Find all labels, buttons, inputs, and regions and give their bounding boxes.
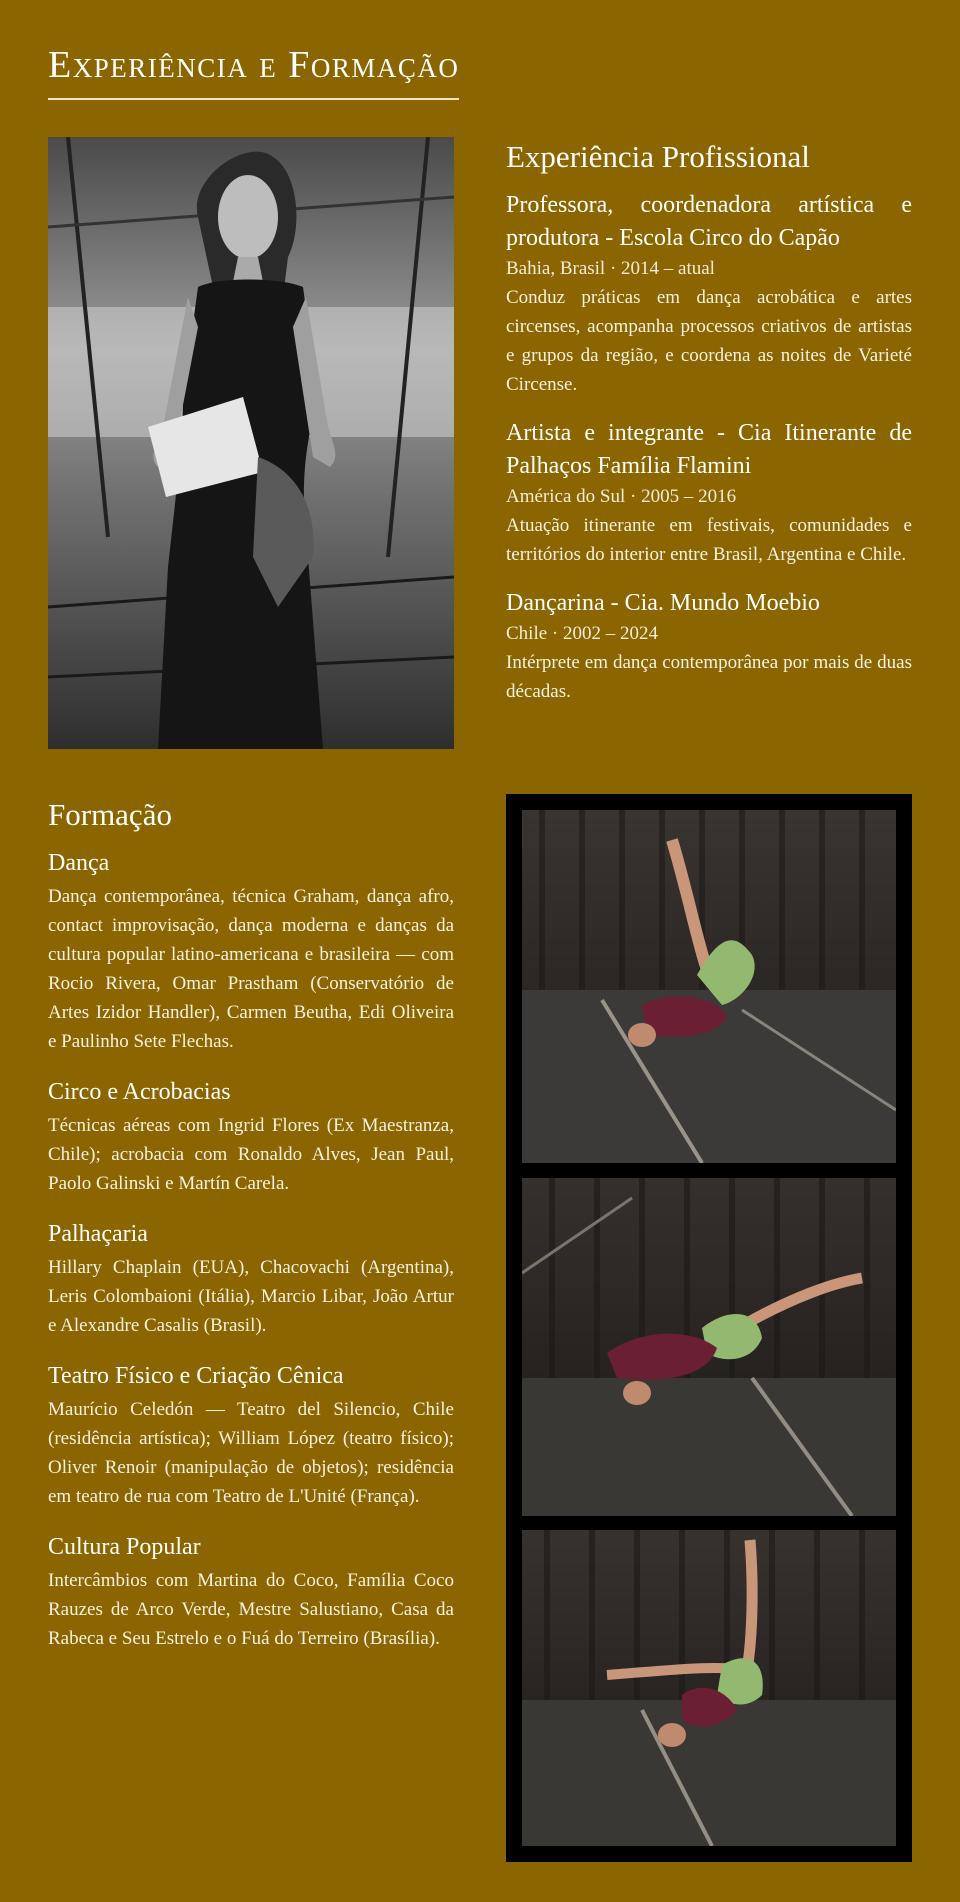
experience-section	[506, 137, 912, 724]
job-title: Professora, coordenadora artística e produtora - Escola Circo do Capão	[506, 192, 912, 251]
job-description: Atuação itinerante em festivais, comunidades e territórios do interior entre Brasil, Argentina e Chile.	[506, 515, 912, 565]
dancer-photo-icon	[522, 1178, 896, 1516]
job-entry	[506, 587, 912, 706]
job-title: Dançarina - Cia. Mundo Moebio	[506, 590, 820, 616]
dancer-photo-icon	[522, 810, 896, 1163]
education-title: Circo e Acrobacias	[48, 1079, 231, 1105]
experience-heading: Experiência Profissional	[506, 139, 810, 174]
education-heading: Formação	[48, 797, 172, 832]
education-section	[48, 795, 454, 1673]
education-entry	[48, 847, 454, 1056]
education-description: Técnicas aéreas com Ingrid Flores (Ex Maestranza, Chile); acrobacia com Ronaldo Alves, Jean Paul, Paolo Galinski e Martín Carela.	[48, 1115, 454, 1194]
job-entry	[506, 189, 912, 399]
education-entry	[48, 1076, 454, 1198]
education-description: Maurício Celedón — Teatro del Silencio, Chile (residência artística); William López (teatro físico); Oliver Renoir (manipulação de objetos); residência em teatro de rua com Teatro de L'Unité (França).	[48, 1399, 454, 1507]
education-title: Palhaçaria	[48, 1221, 148, 1247]
job-description: Intérprete em dança contemporânea por mais de duas décadas.	[506, 652, 912, 702]
job-title: Artista e integrante - Cia Itinerante de Palhaços Família Flamini	[506, 420, 912, 479]
job-meta: América do Sul · 2005 – 2016	[506, 486, 737, 507]
dancer-photo-icon	[522, 1530, 896, 1846]
page-title: Experiência e Formação	[48, 40, 459, 100]
education-description: Intercâmbios com Martina do Coco, Família Coco Rauzes de Arco Verde, Mestre Salustiano, Casa da Rabeca e Seu Estrelo e o Fuá do Terreiro (Brasília).	[48, 1570, 454, 1649]
job-entry	[506, 417, 912, 569]
education-entry	[48, 1218, 454, 1340]
job-description: Conduz práticas em dança acrobática e artes circenses, acompanha processos criativos de artistas e grupos da região, e coordena as noites de Varieté Circense.	[506, 287, 912, 395]
education-entry	[48, 1360, 454, 1511]
education-title: Teatro Físico e Criação Cênica	[48, 1363, 344, 1389]
education-title: Dança	[48, 850, 110, 876]
photo-strip	[506, 794, 912, 1862]
education-description: Dança contemporânea, técnica Graham, dança afro, contact improvisação, dança moderna e danças da cultura popular latino-americana e brasileira — com Rocio Rivera, Omar Prastham (Conservatório de Artes Izidor Handler), Carmen Beutha, Edi Oliveira e Paulinho Sete Flechas.	[48, 886, 454, 1052]
education-description: Hillary Chaplain (EUA), Chacovachi (Argentina), Leris Colombaioni (Itália), Marcio Libar, João Artur e Alexandre Casalis (Brasil).	[48, 1257, 454, 1336]
education-entry	[48, 1531, 454, 1653]
job-meta: Chile · 2002 – 2024	[506, 623, 658, 644]
education-title: Cultura Popular	[48, 1534, 201, 1560]
job-meta: Bahia, Brasil · 2014 – atual	[506, 258, 715, 279]
portrait-photo-icon	[48, 137, 454, 749]
